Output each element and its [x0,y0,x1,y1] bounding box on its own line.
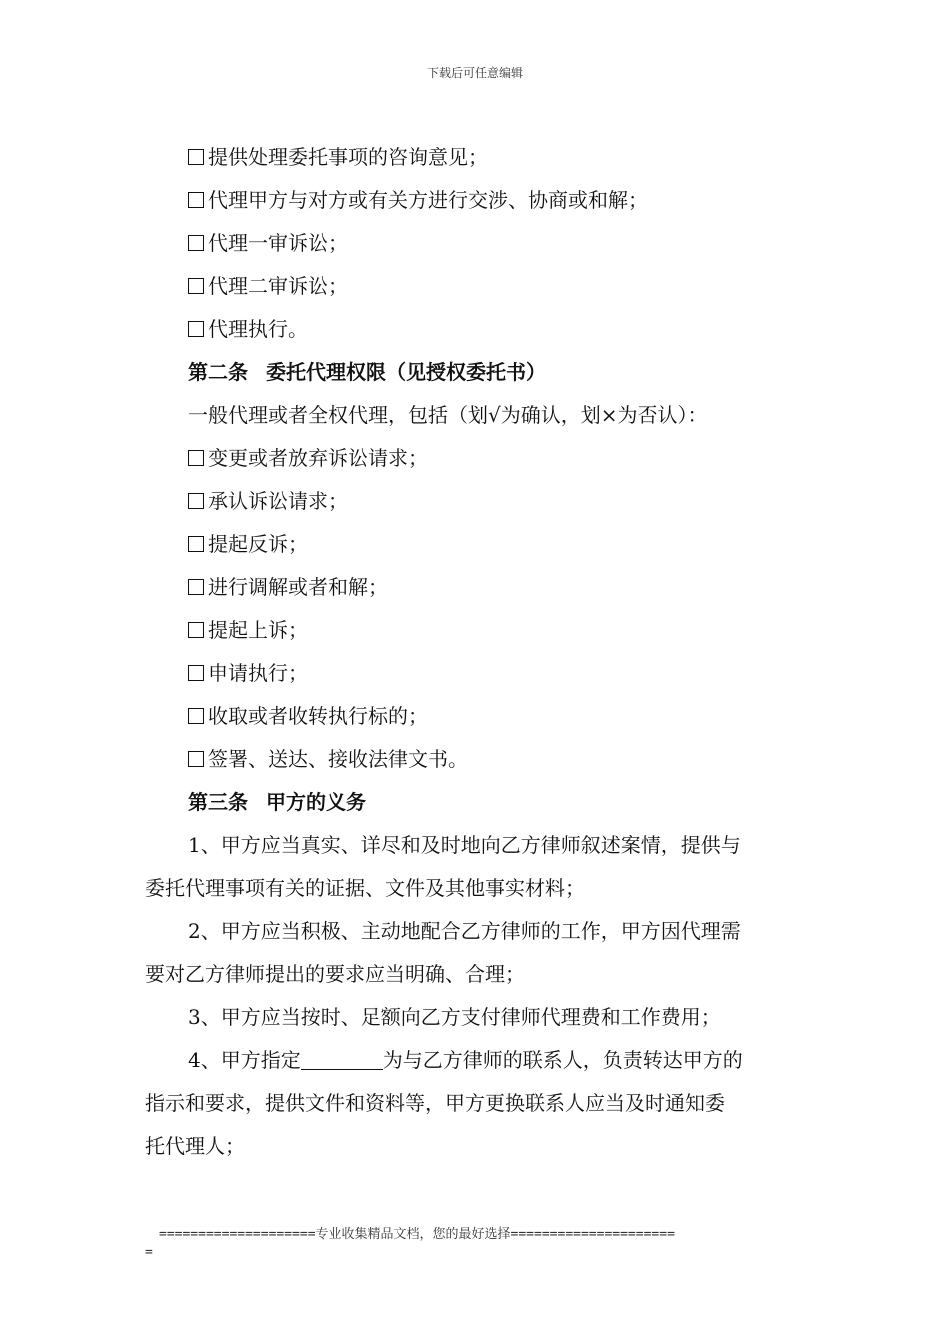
page-header: 下载后可任意编辑 [426,66,523,80]
list-item-text: 承认诉讼请求； [208,489,348,513]
footer-line-2: = [145,1245,153,1260]
paragraph-1-line-2: 委托代理事项有关的证据、文件及其他事实材料； [145,876,585,900]
list-item [145,308,810,351]
list-item-text: 代理一审诉讼； [208,231,348,255]
checkbox-icon [188,493,204,509]
list-item [145,136,810,179]
paragraph-4-line-2: 指示和要求，提供文件和资料等，甲方更换联系人应当及时通知委 [145,1091,725,1115]
checkbox-icon [188,450,204,466]
list-item [145,222,810,265]
list-item-text: 申请执行； [208,661,308,685]
paragraph-3-line-1: 3、甲方应当按时、足额向乙方支付律师代理费和工作费用； [188,1005,721,1029]
checkbox-icon [188,579,204,595]
paragraph-1-line-1: 1、甲方应当真实、详尽和及时地向乙方律师叙述案情，提供与 [188,833,741,857]
list-item [145,566,810,609]
article-2-title: 委托代理权限（见授权委托书） [266,360,546,384]
list-item-text: 变更或者放弃诉讼请求； [208,446,428,470]
list-item [145,609,810,652]
checkbox-icon [188,622,204,638]
checkbox-icon [188,149,204,165]
footer-line-1: ====================专业收集精品文档，您的最好选择===================== [159,1227,675,1242]
list-item [145,265,810,308]
article-2-intro: 一般代理或者全权代理，包括（划√为确认，划×为否认）： [188,403,708,427]
list-item-text: 提起上诉； [208,618,308,642]
article-2-label: 第二条 [188,360,248,384]
article-3-label: 第三条 [188,790,248,814]
list-item [145,179,810,222]
list-item-text: 收取或者收转执行标的； [208,704,428,728]
page-footer [145,1226,810,1262]
list-item [145,695,810,738]
article-2-heading [145,351,810,394]
list-item [145,652,810,695]
paragraph-2-line-1: 2、甲方应当积极、主动地配合乙方律师的工作，甲方因代理需 [188,919,741,943]
checkbox-icon [188,665,204,681]
paragraph-4-prefix: 4、甲方指定 [188,1048,301,1072]
list-item-text: 提起反诉； [208,532,308,556]
contact-blank-field [301,1049,383,1070]
article-3-heading [145,781,810,824]
paragraph-4-suffix: 为与乙方律师的联系人，负责转达甲方的 [382,1048,743,1072]
paragraph-4-line-1 [145,1039,810,1082]
checkbox-icon [188,751,204,767]
checkbox-icon [188,278,204,294]
checkbox-icon [188,192,204,208]
list-item [145,480,810,523]
list-item-text: 代理二审诉讼； [208,274,348,298]
list-item-text: 签署、送达、接收法律文书。 [208,747,468,771]
document-body [145,136,810,1168]
checkbox-icon [188,708,204,724]
list-item-text: 提供处理委托事项的咨询意见； [208,145,488,169]
article-3-title: 甲方的义务 [266,790,366,814]
checkbox-icon [188,235,204,251]
list-item [145,738,810,781]
list-item-text: 进行调解或者和解； [208,575,388,599]
paragraph-4-line-3: 托代理人； [145,1134,245,1158]
list-item-text: 代理甲方与对方或有关方进行交涉、协商或和解； [208,188,648,212]
checkbox-icon [188,536,204,552]
checkbox-icon [188,321,204,337]
list-item [145,437,810,480]
paragraph-2-line-2: 要对乙方律师提出的要求应当明确、合理； [145,962,525,986]
list-item [145,523,810,566]
list-item-text: 代理执行。 [208,317,308,341]
